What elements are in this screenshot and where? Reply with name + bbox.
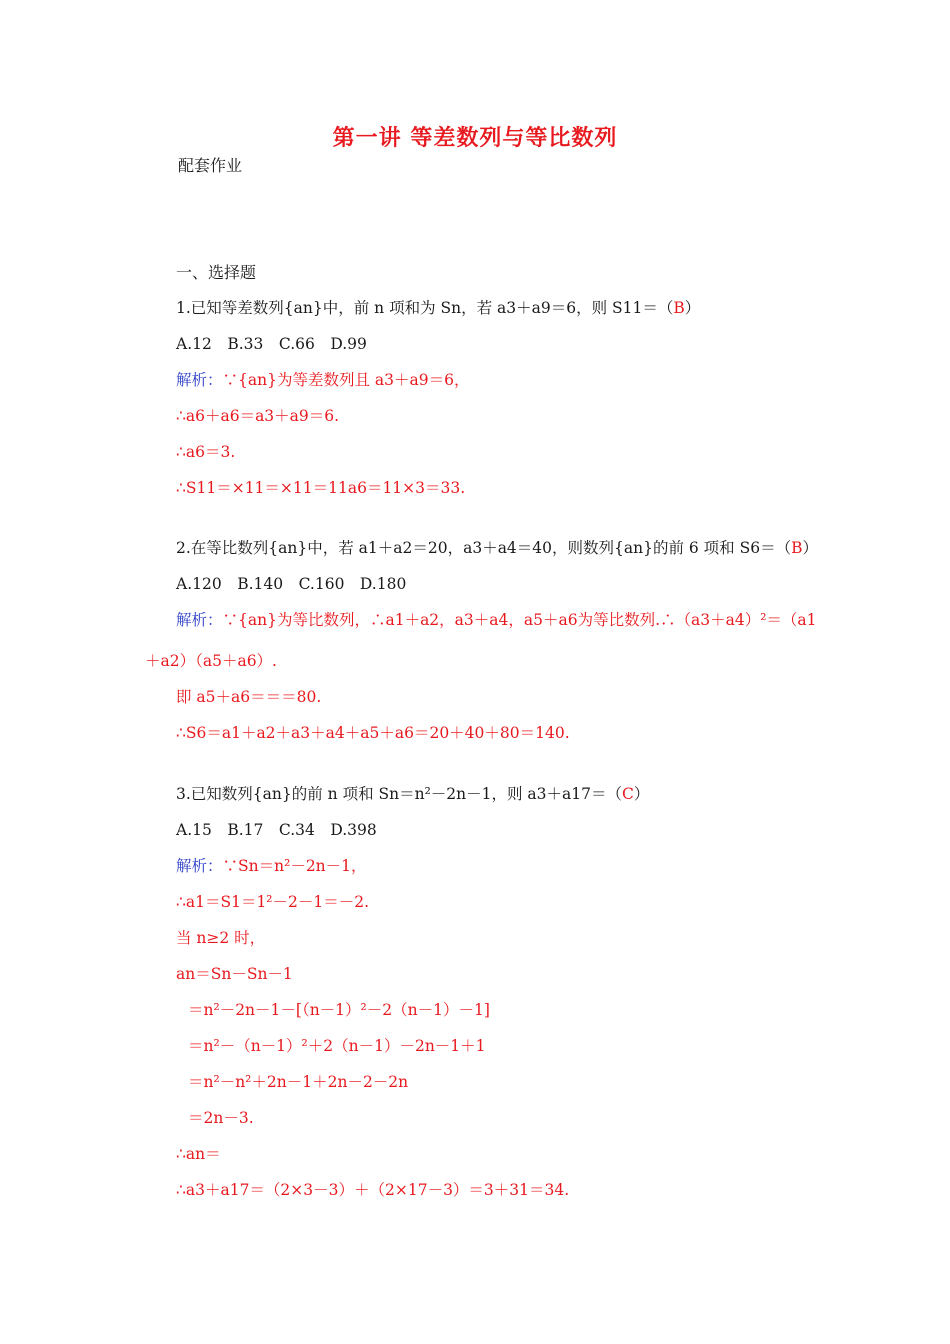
q1-solution-line: ∴a6＝3. — [176, 443, 236, 461]
q1-solution-label: 解析： — [176, 371, 223, 389]
q3-options: A.15 B.17 C.34 D.398 — [176, 821, 377, 839]
q2-solution-line: 解析：∵{an}为等比数列，∴a1＋a2，a3＋a4，a5＋a6为等比数列.∴（a3＋a4）²＝（a1 — [176, 611, 817, 629]
q3-solution-line: ＝2n－3. — [188, 1109, 254, 1127]
q3-solution-line: ＝n²－n²＋2n－1＋2n－2－2n — [188, 1073, 409, 1091]
q2-solution-label: 解析： — [176, 611, 223, 629]
q2-answer: B — [791, 539, 803, 557]
page-subtitle: 配套作业 — [178, 156, 243, 175]
q2-solution-line: ＋a2）（a5＋a6）. — [145, 652, 277, 670]
q3-solution-line: ∴an＝ — [176, 1145, 221, 1163]
q3-solution-line: ＝n²－2n－1－[（n－1）²－2（n－1）－1] — [188, 1001, 490, 1019]
q3-solution-label: 解析： — [176, 857, 223, 875]
q3-solution-line: ＝n²－（n－1）²＋2（n－1）－2n－1＋1 — [188, 1037, 486, 1055]
q2-stem: 2.在等比数列{an}中，若 a1＋a2＝20，a3＋a4＝40，则数列{an}的前 6 项和 S6＝（B） — [176, 539, 818, 557]
q2-solution-line: 即 a5＋a6＝＝＝80. — [176, 688, 322, 706]
q1-solution-line: 解析：∵{an}为等差数列且 a3＋a9＝6， — [176, 371, 470, 389]
q1-solution-line: ∴S11＝×11＝×11＝11a6＝11×3＝33. — [176, 479, 466, 497]
q1-solution-line: ∴a6＋a6＝a3＋a9＝6. — [176, 407, 340, 425]
q3-solution-line: 当 n≥2 时， — [176, 929, 266, 947]
q3-solution-line: ∴a1＝S1＝1²－2－1＝－2. — [176, 893, 370, 911]
q1-answer: B — [673, 299, 685, 317]
q3-stem: 3.已知数列{an}的前 n 项和 Sn＝n²－2n－1，则 a3＋a17＝（C） — [176, 785, 650, 803]
q3-solution-line: ∴a3＋a17＝（2×3－3）＋（2×17－3）＝3＋31＝34. — [176, 1181, 570, 1199]
q1-stem: 1.已知等差数列{an}中，前 n 项和为 Sn，若 a3＋a9＝6，则 S11＝（B） — [176, 299, 701, 317]
page-title: 第一讲 等差数列与等比数列 — [332, 125, 618, 151]
q2-solution-line: ∴S6＝a1＋a2＋a3＋a4＋a5＋a6＝20＋40＋80＝140. — [176, 724, 570, 742]
q3-solution-line: 解析：∵Sn＝n²－2n－1， — [176, 857, 367, 875]
section-heading: 一、选择题 — [176, 263, 257, 282]
q1-options: A.12 B.33 C.66 D.99 — [176, 335, 367, 353]
q2-options: A.120 B.140 C.160 D.180 — [176, 575, 407, 593]
q3-answer: C — [622, 785, 634, 803]
q3-solution-line: an＝Sn－Sn－1 — [176, 965, 293, 983]
